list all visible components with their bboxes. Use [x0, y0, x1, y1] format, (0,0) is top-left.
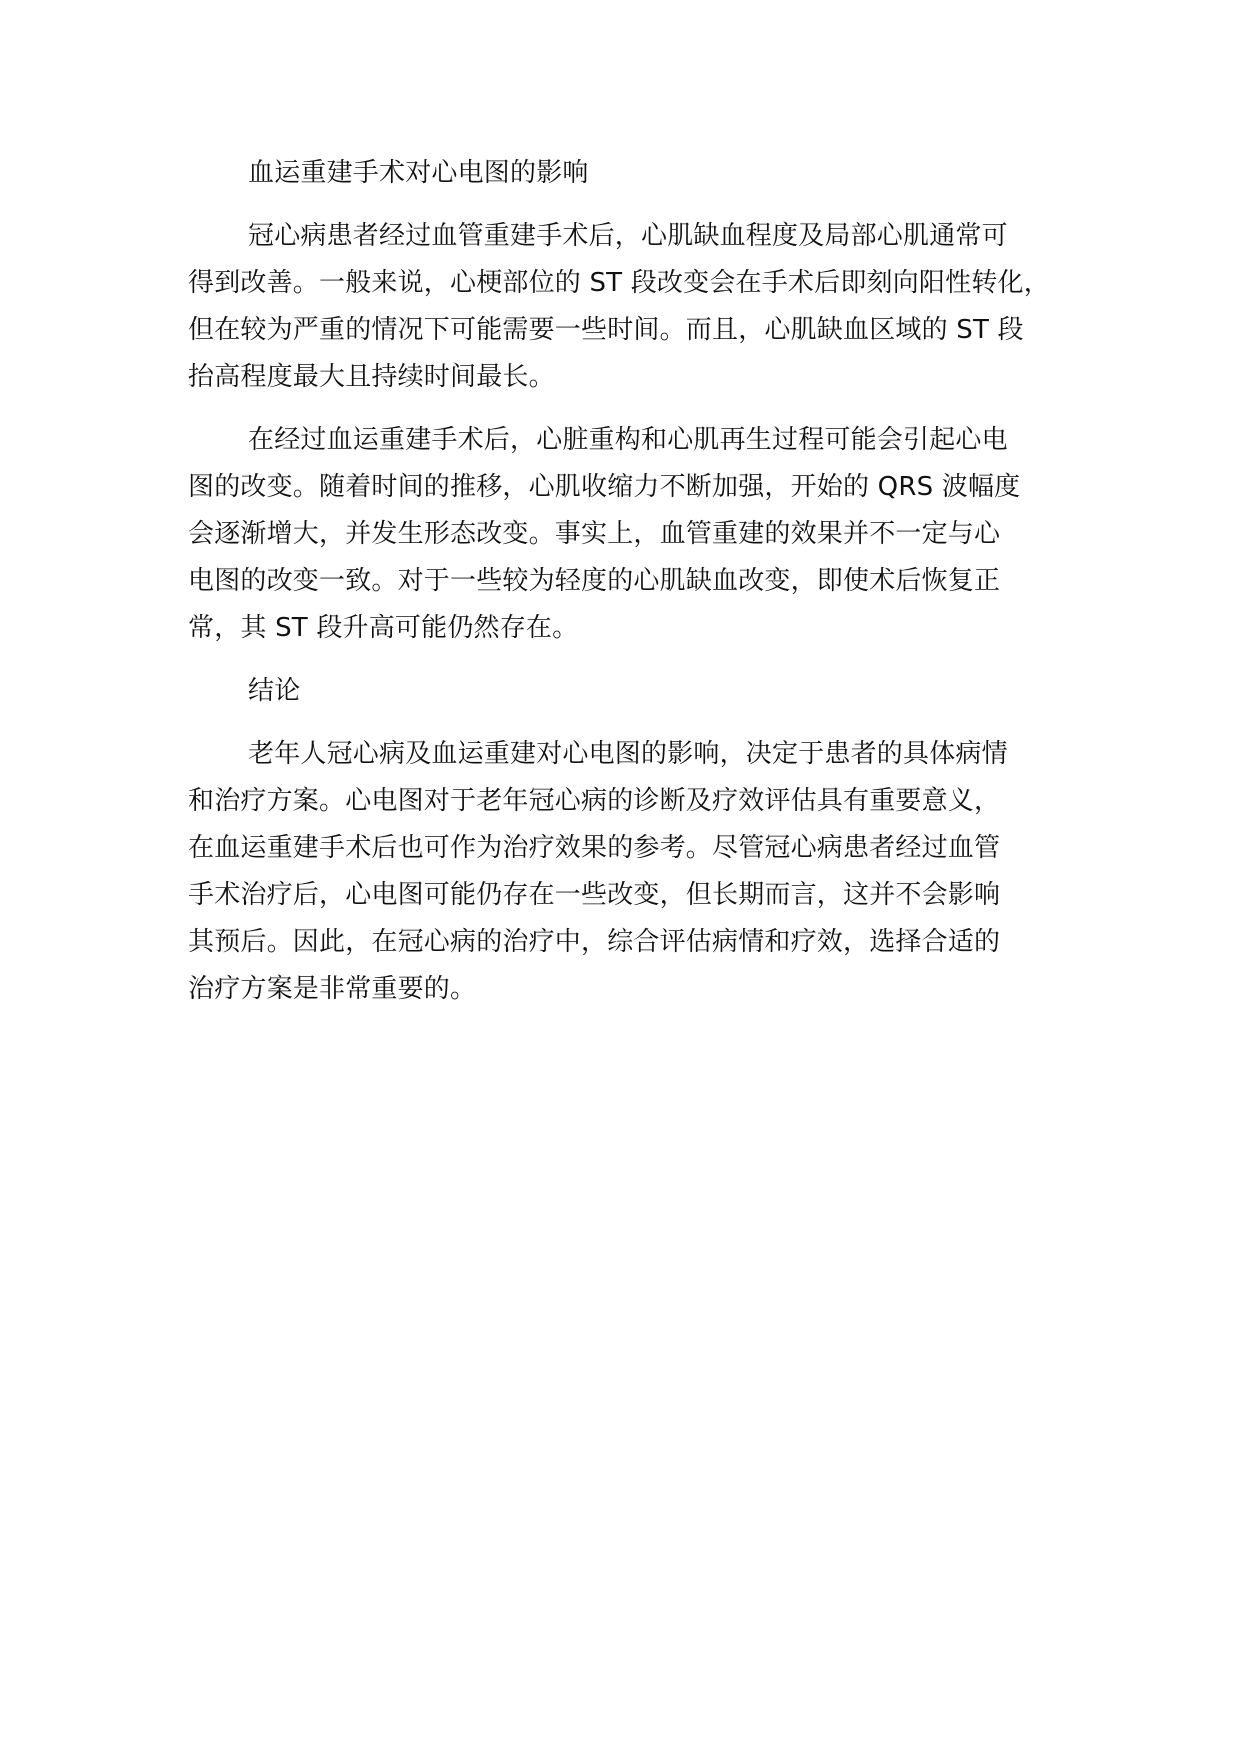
paragraph-line: 图的改变。随着时间的推移，心肌收缩力不断加强，开始的 QRS 波幅度 [188, 472, 1021, 502]
paragraph [188, 731, 1080, 1013]
paragraph-line: 和治疗方案。心电图对于老年冠心病的诊断及疗效评估具有重要意义， [188, 786, 1001, 816]
paragraph-line: 在经过血运重建手术后，心脏重构和心肌再生过程可能会引起心电 [248, 425, 1008, 455]
paragraph-line: 在血运重建手术后也可作为治疗效果的参考。尽管冠心病患者经过血管 [188, 833, 1001, 863]
paragraph-line: 老年人冠心病及血运重建对心电图的影响，决定于患者的具体病情 [248, 739, 1008, 769]
paragraph-line: 但在较为严重的情况下可能需要一些时间。而且，心肌缺血区域的 ST 段 [188, 315, 1024, 345]
paragraph-line: 电图的改变一致。对于一些较为轻度的心肌缺血改变，即使术后恢复正 [188, 566, 1001, 596]
paragraph-line: 冠心病患者经过血管重建手术后，心肌缺血程度及局部心肌通常可 [248, 221, 1008, 251]
paragraph [188, 213, 1080, 401]
paragraph [188, 417, 1080, 652]
document-body [188, 150, 1080, 1029]
paragraph-line: 手术治疗后，心电图可能仍存在一些改变，但长期而言，这并不会影响 [188, 880, 1001, 910]
paragraph-line: 常，其 ST 段升高可能仍然存在。 [188, 613, 579, 643]
paragraph-line: 抬高程度最大且持续时间最长。 [188, 362, 555, 392]
paragraph-line: 得到改善。一般来说，心梗部位的 ST 段改变会在手术后即刻向阳性转化， [188, 268, 1050, 298]
paragraph-line: 会逐渐增大，并发生形态改变。事实上，血管重建的效果并不一定与心 [188, 519, 1001, 549]
section-heading: 血运重建手术对心电图的影响 [248, 158, 589, 188]
section-heading: 结论 [248, 676, 301, 706]
paragraph-line: 其预后。因此，在冠心病的治疗中，综合评估病情和疗效，选择合适的 [188, 927, 1001, 957]
paragraph-line: 治疗方案是非常重要的。 [188, 974, 477, 1004]
